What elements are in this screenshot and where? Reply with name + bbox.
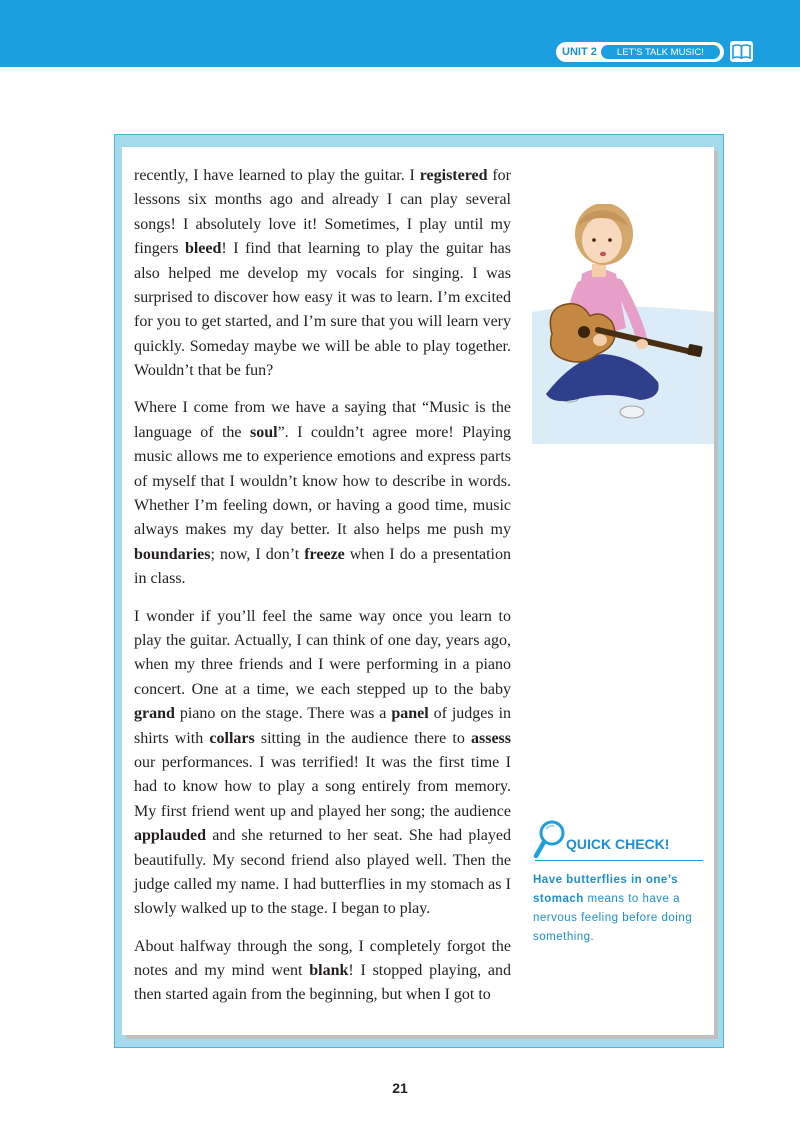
story-paragraph-2: Where I come from we have a saying that “Music is the language of the soul”. I couldn’t agree more! Playing music allows me to experience emotions and express parts of myself that I wouldn’t know how to describe in words. Whether I’m feeling down, or having a good time, music always makes my day better. It also helps me push my boundaries; now, I don’t freeze when I do a presentation in class. <box>134 399 512 588</box>
vocab-word: assess <box>470 729 511 747</box>
vocab-word: bleed <box>184 240 222 258</box>
vocab-word: panel <box>391 705 429 723</box>
vocab-word: applauded <box>134 827 207 845</box>
vocab-word: soul <box>249 423 278 441</box>
quick-check-title: QUICK CHECK! <box>566 836 670 852</box>
story-text <box>134 164 511 1021</box>
page-number: 21 <box>392 1080 408 1096</box>
unit-label: UNIT 2 <box>562 46 597 58</box>
vocab-word: freeze <box>304 545 345 563</box>
quick-check-box <box>533 818 703 947</box>
unit-title: LET'S TALK MUSIC! <box>601 45 720 59</box>
story-paragraph-4: About halfway through the song, I completely forgot the notes and my mind went blank! I stopped playing, and then started again from the beginning, but when I got to <box>134 937 512 1004</box>
vocab-word: registered <box>419 167 488 184</box>
quick-check-definition: Have butterflies in one’s stomach means to have a nervous feeling before doing something. <box>533 874 693 943</box>
vocab-word: boundaries <box>134 545 211 563</box>
vocab-word: collars <box>209 729 255 747</box>
book-icon <box>728 39 755 64</box>
idiom-term: Have butterflies in one’s stomach <box>533 874 678 905</box>
story-paragraph-1: recently, I have learned to play the guitar. I registered for lessons six months ago and already I can play several songs! I absolutely love it! Sometimes, I play until my fingers bleed! I find that learning to play the guitar has also helped me develop my vocals for singing. I was surprised to discover how easy it was to learn. I’m excited for you to get started, and I’m sure that you will learn very quickly. Someday maybe we will be able to play together. Wouldn’t that be fun? <box>134 167 511 380</box>
story-paragraph-3: I wonder if you’ll feel the same way once you learn to play the guitar. Actually, I can think of one day, years ago, when my three friends and I were performing in a piano concert. One at a time, we each stepped up to the baby grand piano on the stage. There was a panel of judges in shirts with collars sitting in the audience there to assess our performances. I was terrified! It was the first time I had to know how to play a song entirely from memory. My first friend went up and played her song; the audience applauded and she returned to her seat. She had played beautifully. My second friend also played well. Then the judge called my name. I had butterflies in my stomach as I slowly walked up to the stage. I began to play. <box>134 607 512 918</box>
girl-with-guitar-illustration <box>532 204 714 444</box>
vocab-word: blank <box>309 961 349 979</box>
divider <box>535 860 703 861</box>
vocab-word: grand <box>134 705 175 723</box>
magnifier-icon <box>533 818 567 862</box>
unit-badge <box>556 42 724 62</box>
